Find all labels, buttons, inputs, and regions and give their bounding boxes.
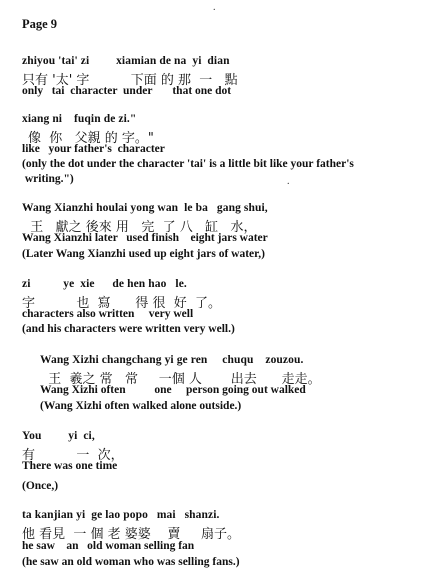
english-gloss-line: There was one time — [22, 460, 118, 472]
pinyin-line: Wang Xianzhi houlai yong wan le ba gang shui, — [22, 202, 268, 214]
translation-line: (he saw an old woman who was selling fans.) — [22, 556, 240, 568]
translation-line: (and his characters were written very well.) — [22, 323, 235, 335]
hanzi-line: 字 也 寫 得 很 好 了。 — [22, 296, 222, 311]
english-gloss-line: like your father's character — [22, 143, 165, 155]
hanzi-line: 只有 '太' 字 下面 的 那 一 點 — [22, 73, 238, 88]
pinyin-line: xiang ni fuqin de zi." — [22, 113, 137, 125]
translation-line: (Later Wang Xianzhi used up eight jars of water,) — [22, 248, 265, 260]
translation-line: writing.") — [22, 173, 74, 185]
english-gloss-line: Wang Xizhi often one person going out walked — [40, 384, 306, 396]
english-gloss-line: Wang Xianzhi later used finish eight jars water — [22, 232, 268, 244]
hanzi-line: 像 你 父親 的 字。" — [28, 131, 154, 146]
hanzi-line: 他 看見 一 個 老 婆婆 賣 扇子。 — [22, 527, 240, 542]
pinyin-line: zi ye xie de hen hao le. — [22, 278, 187, 290]
translation-line: (only the dot under the character 'tai' is a little bit like your father's — [22, 158, 354, 170]
hanzi-line: 王 獻之 後來 用 完 了 八 缸 水， — [22, 220, 257, 235]
pinyin-line: ta kanjian yi ge lao popo mai shanzi. — [22, 509, 220, 521]
hanzi-line: 王 羲之 常 常 一個 人 出去 走走。 — [40, 372, 321, 387]
pinyin-line: Wang Xizhi changchang yi ge ren chuqu zouzou. — [40, 354, 304, 366]
hanzi-line: 有 一 次， — [22, 448, 124, 463]
english-gloss-line: characters also written very well — [22, 308, 194, 320]
pinyin-line: You yi ci, — [22, 430, 95, 442]
english-gloss-line: he saw an old woman selling fan — [22, 540, 195, 552]
scan-mark: . — [213, 2, 216, 13]
translation-line: (Once,) — [22, 480, 59, 492]
pinyin-line: zhiyou 'tai' zi xiamian de na yi dian — [22, 55, 230, 67]
scan-mark: . — [287, 176, 290, 187]
translation-line: (Wang Xizhi often walked alone outside.) — [40, 400, 242, 412]
page-label: Page 9 — [22, 17, 58, 31]
english-gloss-line: only tai character under that one dot — [22, 85, 232, 97]
